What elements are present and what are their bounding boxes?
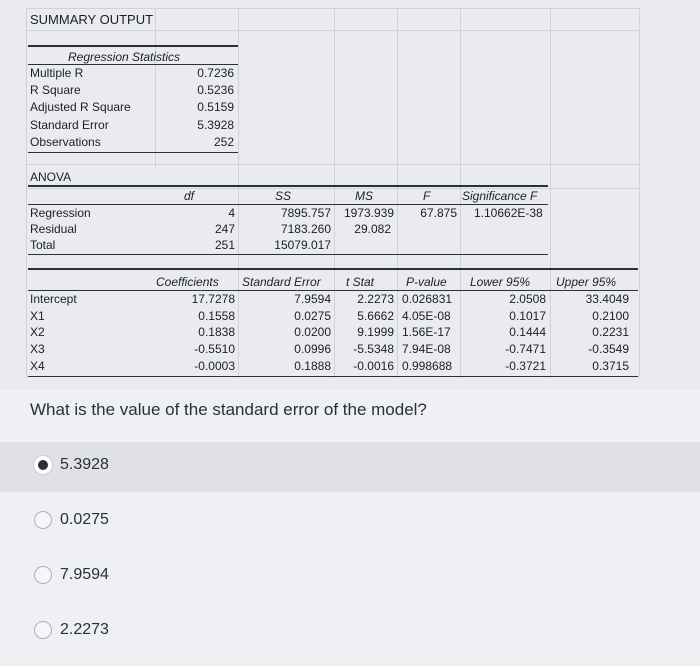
anova-row-label: Residual: [30, 222, 77, 236]
table-rule: [28, 64, 238, 65]
summary-output-title: SUMMARY OUTPUT: [30, 12, 154, 27]
grid-line: [26, 30, 640, 31]
answer-option-label: 7.9594: [60, 566, 109, 583]
coef-header: Coefficients: [156, 275, 219, 289]
coef-t: 5.6662: [357, 309, 394, 323]
table-rule: [28, 268, 638, 270]
table-rule: [28, 185, 548, 187]
grid-line: [26, 188, 640, 189]
answer-option-label: 2.2273: [60, 621, 109, 638]
answer-option-4[interactable]: [0, 607, 700, 657]
coef-value: 17.7278: [191, 292, 235, 306]
answer-option-1[interactable]: [0, 442, 700, 492]
coef-upper: 0.3715: [592, 359, 629, 373]
stat-label: Multiple R: [30, 66, 84, 80]
coef-lower: -0.7471: [505, 342, 546, 356]
coef-se: 7.9594: [294, 292, 331, 306]
coef-header: P-value: [406, 275, 447, 289]
coef-value: 0.1558: [198, 309, 235, 323]
coef-p: 4.05E-08: [402, 309, 451, 323]
stat-value: 0.5159: [197, 100, 234, 114]
coef-upper: -0.3549: [588, 342, 629, 356]
radio-selected-icon[interactable]: [34, 456, 52, 474]
anova-row-label: Total: [30, 238, 56, 252]
anova-ss: 7895.757: [280, 206, 331, 220]
anova-ss: 15079.017: [274, 238, 331, 252]
coef-lower: 0.1017: [509, 309, 546, 323]
radio-icon[interactable]: [34, 566, 52, 584]
coef-value: -0.0003: [194, 359, 235, 373]
anova-df: 247: [214, 222, 235, 236]
coef-t: 2.2273: [357, 292, 394, 306]
table-rule: [28, 152, 238, 153]
anova-header-df: df: [183, 189, 194, 203]
anova-header-ss: SS: [275, 189, 292, 203]
coef-upper: 0.2231: [592, 325, 629, 339]
grid-line: [26, 8, 640, 9]
coef-p: 0.998688: [402, 359, 453, 373]
stat-label: Adjusted R Square: [30, 100, 131, 114]
coef-lower: 2.0508: [509, 292, 546, 306]
table-rule: [28, 45, 238, 47]
table-rule: [28, 204, 548, 205]
stat-value: 0.7236: [197, 66, 234, 80]
anova-title: ANOVA: [30, 170, 72, 184]
regression-statistics-header: Regression Statistics: [68, 50, 181, 64]
coef-p: 0.026831: [402, 292, 453, 306]
stat-value: 5.3928: [197, 118, 234, 132]
coef-upper: 0.2100: [592, 309, 629, 323]
grid-line: [26, 8, 27, 378]
coef-t: -5.5348: [353, 342, 394, 356]
anova-header-f: F: [423, 189, 431, 203]
coef-p: 7.94E-08: [402, 342, 451, 356]
anova-ms: 1973.939: [343, 206, 394, 220]
coef-row-label: X4: [30, 359, 45, 373]
coef-row-label: X3: [30, 342, 45, 356]
grid-line: [238, 8, 239, 378]
question-text: What is the value of the standard error of the model?: [30, 400, 427, 419]
answer-option-3[interactable]: [0, 552, 700, 602]
coef-t: 9.1999: [357, 325, 394, 339]
grid-line: [397, 8, 398, 378]
grid-line: [639, 8, 640, 378]
coef-upper: 33.4049: [585, 292, 629, 306]
coef-t: -0.0016: [353, 359, 394, 373]
anova-df: 4: [228, 206, 235, 220]
radio-icon[interactable]: [34, 511, 52, 529]
coef-se: 0.1888: [294, 359, 331, 373]
coef-value: 0.1838: [198, 325, 235, 339]
coef-lower: 0.1444: [509, 325, 546, 339]
answer-option-2[interactable]: [0, 497, 700, 547]
answer-option-label: 5.3928: [60, 456, 109, 473]
coef-se: 0.0200: [294, 325, 331, 339]
coef-p: 1.56E-17: [402, 325, 451, 339]
table-rule: [28, 290, 638, 291]
coef-row-label: Intercept: [30, 292, 77, 306]
anova-ms: 29.082: [354, 222, 391, 236]
stat-value: 252: [213, 135, 234, 149]
anova-sigf: 1.10662E-38: [474, 206, 543, 220]
coef-se: 0.0275: [294, 309, 331, 323]
table-rule: [28, 254, 548, 255]
grid-line: [460, 8, 461, 378]
table-rule: [28, 376, 638, 377]
anova-row-label: Regression: [30, 206, 91, 220]
answer-option-label: 0.0275: [60, 511, 109, 528]
coef-row-label: X1: [30, 309, 45, 323]
stat-label: Standard Error: [30, 118, 109, 132]
coef-row-label: X2: [30, 325, 45, 339]
coef-header: Upper 95%: [556, 275, 617, 289]
radio-icon[interactable]: [34, 621, 52, 639]
coef-header: Standard Error: [242, 275, 321, 289]
grid-line: [550, 8, 551, 378]
coef-header: Lower 95%: [470, 275, 531, 289]
grid-line: [26, 164, 640, 165]
coef-se: 0.0996: [294, 342, 331, 356]
stat-label: R Square: [30, 83, 81, 97]
stat-value: 0.5236: [197, 83, 234, 97]
coef-value: -0.5510: [194, 342, 235, 356]
coef-lower: -0.3721: [505, 359, 546, 373]
anova-df: 251: [214, 238, 235, 252]
anova-header-sigf: Significance F: [462, 189, 538, 203]
anova-ss: 7183.260: [280, 222, 331, 236]
anova-f: 67.875: [420, 206, 457, 220]
coef-header: t Stat: [346, 275, 375, 289]
stat-label: Observations: [30, 135, 101, 149]
anova-header-ms: MS: [355, 189, 373, 203]
